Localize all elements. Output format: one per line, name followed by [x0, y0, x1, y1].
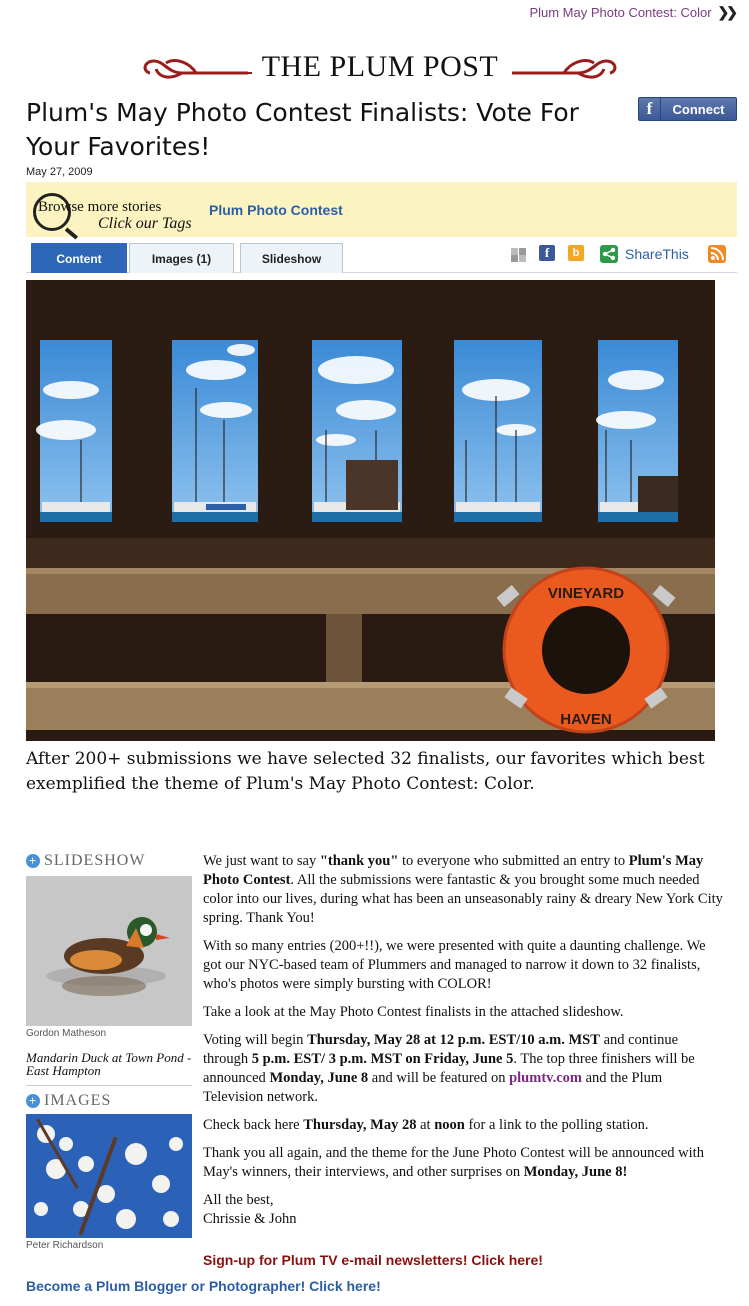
sidebar	[26, 852, 192, 1251]
article-body	[203, 852, 725, 1229]
tags-bar	[26, 182, 737, 237]
rss-icon[interactable]	[708, 245, 726, 263]
become-blogger-link[interactable]: Become a Plum Blogger or Photographer! Click here!	[26, 1278, 381, 1294]
images-heading: IMAGES	[44, 1092, 112, 1109]
tab-content[interactable]: Content	[31, 243, 127, 273]
body-paragraph-2: With so many entries (200+!!), we were presented with quite a daunting challenge. We got our NYC-based team of Plummers and managed to narrow it down to 32 finalists, who's photos were simply bursting with COLOR!	[203, 938, 706, 992]
left-flourish-icon	[136, 49, 254, 85]
browse-line-1: Browse more stories	[38, 198, 162, 215]
body-text: at	[416, 1117, 435, 1133]
bold-text: noon	[434, 1117, 465, 1133]
body-paragraph-4	[203, 1031, 725, 1107]
tab-slideshow[interactable]: Slideshow	[240, 243, 343, 273]
double-chevron-icon: ❯❯	[717, 4, 735, 20]
facebook-share-icon[interactable]: f	[539, 245, 555, 261]
plus-icon: +	[26, 1094, 40, 1108]
slideshow-photo-credit: Gordon Matheson	[26, 1028, 107, 1039]
body-text: for a link to the polling station.	[464, 1117, 649, 1133]
signoff-line-1: All the best,	[203, 1192, 274, 1208]
plumtv-link[interactable]: plumtv.com	[509, 1070, 582, 1086]
sharethis-button[interactable]	[600, 245, 689, 263]
masthead-title: THE PLUM POST	[261, 50, 499, 83]
facebook-connect-label: Connect	[672, 101, 725, 117]
newsletter-signup-link[interactable]: Sign-up for Plum TV e-mail newsletters! Click here!	[203, 1252, 543, 1268]
bold-text: "thank you"	[319, 853, 399, 869]
body-text: . The top three finishers will be announced	[203, 1051, 695, 1086]
body-paragraph-3: Take a look at the May Photo Contest finalists in the attached slideshow.	[203, 1004, 624, 1020]
body-text: to everyone who submitted an entry to	[398, 853, 629, 869]
signoff-line-2: Chrissie & John	[203, 1211, 297, 1227]
plus-icon: +	[26, 854, 40, 868]
facebook-icon: f	[639, 98, 661, 120]
body-text: We just want to say	[203, 853, 320, 869]
browse-tags-graphic	[30, 185, 205, 235]
body-text: Check back here	[203, 1117, 304, 1133]
images-photo-credit: Peter Richardson	[26, 1240, 104, 1251]
body-paragraph-1	[203, 852, 725, 928]
bold-text: Plum's May Photo Contest	[203, 853, 704, 888]
slideshow-heading: SLIDESHOW	[44, 852, 146, 869]
share-icon	[600, 245, 618, 263]
article-date: May 27, 2009	[26, 166, 93, 178]
images-header[interactable]	[26, 1092, 192, 1110]
photo-caption: After 200+ submissions we have selected 32 finalists, our favorites which best exemplified the theme of Plum's May Photo Contest: Color.	[26, 749, 705, 794]
contest-link-label: Plum May Photo Contest: Color	[529, 5, 712, 20]
bookmark-icon[interactable]	[510, 245, 528, 263]
article-headline: Plum's May Photo Contest Finalists: Vote For Your Favorites!	[26, 98, 579, 161]
bebo-icon[interactable]: b	[568, 245, 584, 261]
bold-text: Thursday, May 28	[303, 1117, 417, 1133]
slideshow-thumbnail[interactable]	[26, 876, 192, 1026]
sharethis-label: ShareThis	[625, 246, 689, 262]
slideshow-header[interactable]	[26, 852, 192, 870]
body-paragraph-6	[203, 1144, 725, 1182]
contest-breadcrumb-link[interactable]	[529, 4, 735, 21]
bold-text: Monday, June 8!	[523, 1164, 628, 1180]
body-text: and continue through	[203, 1032, 679, 1067]
body-text: and will be featured on	[368, 1070, 510, 1086]
facebook-connect-button[interactable]	[638, 97, 737, 121]
svg-text:HAVEN: HAVEN	[560, 711, 612, 728]
masthead	[130, 44, 630, 90]
svg-text:VINEYARD: VINEYARD	[547, 585, 625, 602]
body-text: . All the submissions were fantastic & you brought some much needed color into our lives, during what has been an unseasonably rainy & dreary New York City spring. Thank You!	[203, 872, 723, 926]
article-main-photo	[26, 280, 715, 741]
body-text: Voting will begin	[203, 1032, 308, 1048]
right-flourish-icon	[506, 49, 624, 85]
bold-text: 5 p.m. EST/ 3 p.m. MST on Friday, June 5	[251, 1051, 514, 1067]
images-thumbnail[interactable]	[26, 1114, 192, 1238]
body-paragraph-5	[203, 1116, 725, 1135]
body-text: and the Plum Television network.	[203, 1070, 663, 1105]
bold-text: Thursday, May 28 at 12 p.m. EST/10 a.m. MST	[307, 1032, 600, 1048]
slideshow-caption: Mandarin Duck at Town Pond - East Hampton	[26, 1050, 192, 1078]
browse-line-2: Click our Tags	[98, 214, 192, 232]
bold-text: Monday, June 8	[269, 1070, 369, 1086]
tab-images[interactable]: Images (1)	[129, 243, 234, 273]
body-text: Thank you all again, and the theme for the June Photo Contest will be announced with May's winners, their interviews, and other surprises on	[203, 1145, 704, 1180]
tag-plum-photo-contest[interactable]: Plum Photo Contest	[209, 201, 343, 218]
